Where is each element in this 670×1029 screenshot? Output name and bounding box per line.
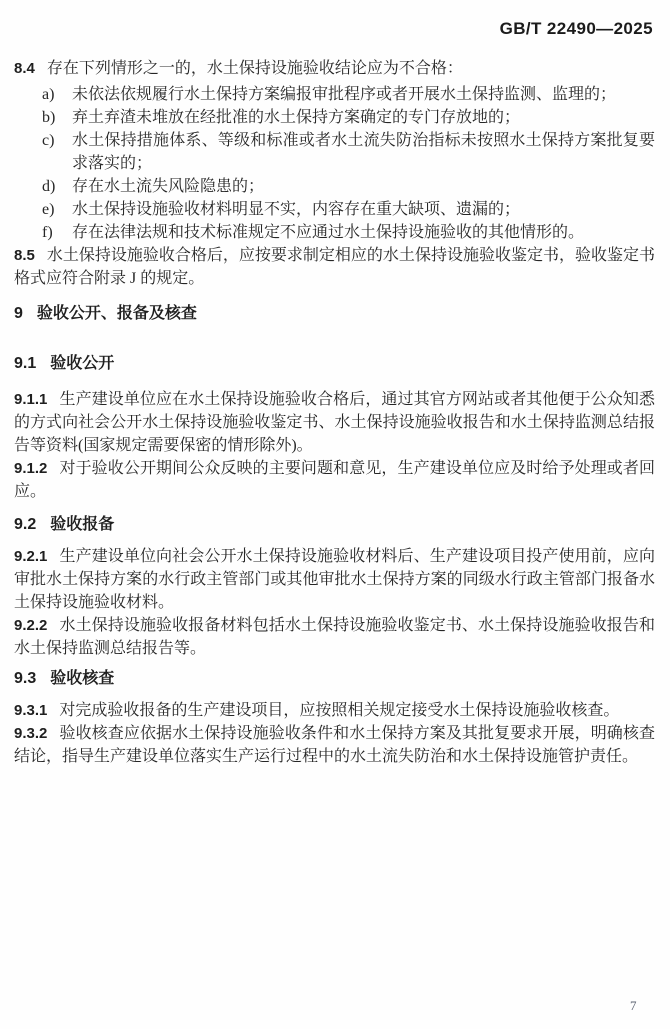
clause-8-4-number: 8.4 — [14, 60, 35, 77]
clause-8-5 — [14, 244, 655, 290]
clause-8-4 — [14, 57, 655, 80]
clause-9-1-2-text: 对于验收公开期间公众反映的主要问题和意见，生产建设单位应及时给予处理或者回应。 — [14, 460, 655, 500]
standard-code-header: GB/T 22490—2025 — [499, 19, 653, 38]
section-9-2-title: 验收报备 — [50, 516, 115, 533]
section-9-number: 9 — [14, 305, 23, 322]
list-item-b — [14, 106, 655, 129]
list-item-b-text: 弃土弃渣未堆放在经批准的水土保持方案确定的专门存放地的； — [72, 109, 521, 126]
section-9-1-heading — [14, 354, 655, 374]
clause-9-3-2-text: 验收核查应依据水土保持设施验收条件和水土保持方案及其批复要求开展，明确核查结论，指导生产建设单位落实生产运行过程中的水土流失防治和水土保持设施管护责任。 — [14, 725, 655, 765]
clause-9-2-1-text: 生产建设单位向社会公开水土保持设施验收材料后、生产建设项目投产使用前，应向审批水土保持方案的水行政主管部门或其他审批水土保持方案的同级水行政主管部门报备水土保持设施验收材料。 — [14, 548, 655, 611]
list-item-e — [14, 198, 655, 221]
clause-9-2-1-number: 9.2.1 — [14, 548, 48, 565]
clause-9-2-2 — [14, 614, 655, 660]
clause-9-3-2-number: 9.3.2 — [14, 725, 48, 742]
clause-9-3-1-text: 对完成验收报备的生产建设项目，应按照相关规定接受水土保持设施验收核查。 — [59, 702, 620, 719]
clause-9-1-1-number: 9.1.1 — [14, 391, 48, 408]
page-number: 7 — [630, 998, 637, 1013]
list-item-b-label: b) — [42, 109, 56, 126]
section-9-2-heading — [14, 515, 655, 535]
section-9-1-title: 验收公开 — [50, 355, 115, 372]
list-item-a-text: 未依法依规履行水土保持方案编报审批程序或者开展水土保持监测、监理的； — [72, 86, 617, 103]
list-item-a — [14, 83, 655, 106]
list-item-c-text: 水土保持措施体系、等级和标准或者水土流失防治指标未按照水土保持方案批复要求落实的； — [72, 132, 655, 172]
list-item-d-text: 存在水土流失风险隐患的； — [72, 178, 265, 195]
section-9-1-number: 9.1 — [14, 355, 37, 372]
section-9-heading — [14, 304, 655, 324]
section-9-3-title: 验收核查 — [50, 670, 115, 687]
clause-8-5-number: 8.5 — [14, 247, 35, 264]
clause-9-1-1 — [14, 388, 655, 457]
list-item-d-label: d) — [42, 178, 56, 195]
clause-9-2-2-text: 水土保持设施验收报备材料包括水土保持设施验收鉴定书、水土保持设施验收报告和水土保持监测总结报告等。 — [14, 617, 655, 657]
list-item-c-label: c) — [42, 132, 55, 149]
section-9-3-heading — [14, 669, 655, 689]
list-item-d — [14, 175, 655, 198]
page-content — [14, 0, 655, 768]
section-9-3-number: 9.3 — [14, 670, 37, 687]
list-item-c — [14, 129, 655, 175]
clause-9-1-2-number: 9.1.2 — [14, 460, 48, 477]
list-item-f-label: f) — [42, 224, 53, 241]
section-9-title: 验收公开、报备及核查 — [36, 305, 197, 322]
list-item-e-text: 水土保持设施验收材料明显不实，内容存在重大缺项、遗漏的； — [72, 201, 521, 218]
list-item-a-label: a) — [42, 86, 55, 103]
clause-9-3-1 — [14, 699, 655, 722]
list-item-f-text: 存在法律法规和技术标准规定不应通过水土保持设施验收的其他情形的。 — [72, 224, 585, 241]
clause-8-4-item-list — [14, 83, 655, 244]
list-item-f — [14, 221, 655, 244]
section-9-2-number: 9.2 — [14, 516, 37, 533]
clause-9-2-1 — [14, 545, 655, 614]
clause-8-5-text: 水土保持设施验收合格后，应按要求制定相应的水土保持设施验收鉴定书，验收鉴定书格式应符合附录 J 的规定。 — [14, 247, 655, 287]
list-item-e-label: e) — [42, 201, 55, 218]
clause-9-1-1-text: 生产建设单位应在水土保持设施验收合格后，通过其官方网站或者其他便于公众知悉的方式向社会公开水土保持设施验收鉴定书、水土保持设施验收报告和水土保持监测总结报告等资料(国家规定需要保密的情形除外)。 — [14, 391, 655, 454]
clause-9-3-1-number: 9.3.1 — [14, 702, 48, 719]
clause-9-2-2-number: 9.2.2 — [14, 617, 48, 634]
clause-8-4-text: 存在下列情形之一的，水土保持设施验收结论应为不合格： — [46, 60, 463, 77]
clause-9-3-2 — [14, 722, 655, 768]
clause-9-1-2 — [14, 457, 655, 503]
